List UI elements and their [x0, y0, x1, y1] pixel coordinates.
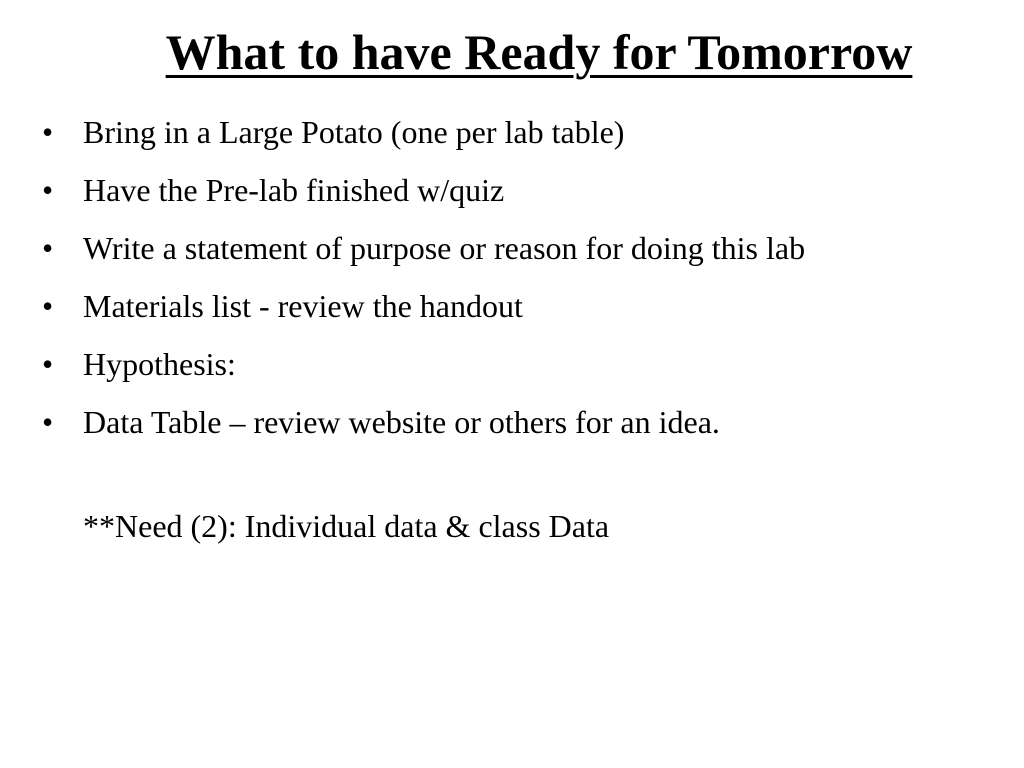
bullet-text: Have the Pre-lab finished w/quiz	[83, 172, 505, 208]
bullet-list	[42, 110, 962, 458]
bullet-icon: •	[42, 172, 54, 208]
bullet-item	[42, 110, 962, 154]
bullet-icon: •	[42, 346, 54, 382]
slide-title: What to have Ready for Tomorrow	[165, 24, 913, 80]
bullet-text: Bring in a Large Potato (one per lab table)	[83, 114, 625, 150]
bullet-item	[42, 284, 962, 328]
bullet-item	[42, 168, 962, 212]
bullet-icon: •	[42, 114, 54, 150]
bullet-item	[42, 226, 962, 270]
bullet-text: Hypothesis:	[83, 346, 236, 382]
bullet-text: Data Table – review website or others for an idea.	[83, 404, 720, 440]
bullet-text: Write a statement of purpose or reason for doing this lab	[83, 230, 806, 266]
bullet-item	[42, 400, 962, 444]
bullet-text: Materials list - review the handout	[83, 288, 523, 324]
bullet-icon: •	[42, 288, 54, 324]
bullet-icon: •	[42, 230, 54, 266]
data-note: **Need (2): Individual data & class Data	[83, 508, 610, 544]
bullet-icon: •	[42, 404, 54, 440]
bullet-item	[42, 342, 962, 386]
